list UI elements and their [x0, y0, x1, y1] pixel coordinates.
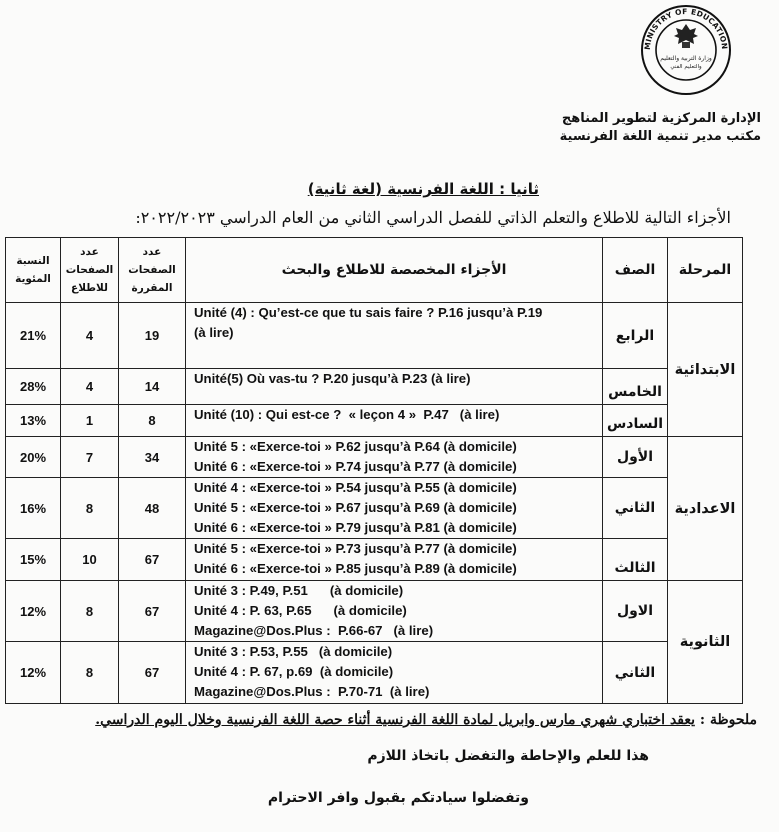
closing-line-2: وتفضلوا سيادتكم بقبول وافر الاحترام: [267, 790, 529, 806]
assigned-pages-cell: 8: [119, 405, 186, 437]
stage-cell-secondary: الثانوية: [668, 581, 743, 704]
section-title: ثانيا : اللغة الفرنسية (لغة ثانية): [307, 180, 539, 198]
parts-cell: Unité 3 : P.49, P.51 (à domicile) Unité 4 : P. 63, P.65 (à domicile) Magazine@Dos.Plus : P.66-67 (à lire): [186, 581, 603, 642]
grade-cell: الاول: [603, 581, 668, 642]
table-row: [6, 303, 743, 369]
table-row: [6, 581, 743, 642]
reading-pages-cell: 8: [61, 478, 119, 539]
note-label: ملحوظة :: [699, 712, 757, 728]
reading-pages-cell: 8: [61, 581, 119, 642]
closing-line-1: هذا للعلم والإحاطة والتفضل باتخاذ اللازم: [367, 748, 649, 764]
parts-cell: Unité 5 : «Exerce-toi » P.73 jusqu’à P.77 (à domicile) Unité 6 : «Exerce-toi » P.85 jusqu’à P.89 (à domicile): [186, 539, 603, 581]
percent-cell: 16%: [6, 478, 61, 539]
office-name: مكتب مدير تنمية اللغة الفرنسية: [559, 129, 761, 144]
header-grade: الصف: [603, 238, 668, 303]
assigned-pages-cell: 67: [119, 581, 186, 642]
percent-cell: 20%: [6, 437, 61, 478]
table-row: [6, 539, 743, 581]
assigned-pages-cell: 67: [119, 539, 186, 581]
department-name: الإدارة المركزية لتطوير المناهج: [561, 111, 761, 126]
reading-pages-cell: 7: [61, 437, 119, 478]
reading-pages-cell: 4: [61, 303, 119, 369]
assigned-pages-cell: 48: [119, 478, 186, 539]
parts-cell: Unité 5 : «Exerce-toi » P.62 jusqu’à P.64 (à domicile) Unité 6 : «Exerce-toi » P.74 jusqu’à P.77 (à domicile): [186, 437, 603, 478]
assigned-pages-cell: 34: [119, 437, 186, 478]
grade-cell: الرابع: [603, 303, 668, 369]
header-percentage: النسبة المئوية: [6, 238, 61, 303]
svg-text:والتعليم الفني: والتعليم الفني: [670, 64, 702, 70]
assigned-pages-cell: 14: [119, 369, 186, 405]
percent-cell: 13%: [6, 405, 61, 437]
parts-cell: Unité (10) : Qui est-ce ? « leçon 4 » P.47 (à lire): [186, 405, 603, 437]
reading-pages-cell: 1: [61, 405, 119, 437]
parts-cell: Unité (4) : Qu’est-ce que tu sais faire ? P.16 jusqu’à P.19 (à lire): [186, 303, 603, 369]
table-row: [6, 437, 743, 478]
grade-cell: الثاني: [603, 642, 668, 704]
parts-cell: Unité 3 : P.53, P.55 (à domicile) Unité 4 : P. 67, p.69 (à domicile) Magazine@Dos.Plus : P.70-71 (à lire): [186, 642, 603, 704]
parts-cell: Unité(5) Où vas-tu ? P.20 jusqu’à P.23 (à lire): [186, 369, 603, 405]
reading-pages-cell: 10: [61, 539, 119, 581]
header-stage: المرحلة: [668, 238, 743, 303]
note-text: يعقد اختباري شهري مارس وابريل لمادة اللغة الفرنسية أثناء حصة اللغة الفرنسية وخلال اليوم الدراسي.: [95, 712, 696, 728]
percent-cell: 12%: [6, 581, 61, 642]
table-row: [6, 405, 743, 437]
svg-text:MINISTRY OF EDUCATION: MINISTRY OF EDUCATION: [642, 6, 730, 51]
stage-cell-preparatory: الاعدادية: [668, 437, 743, 581]
parts-cell: Unité 4 : «Exerce-toi » P.54 jusqu’à P.55 (à domicile) Unité 5 : «Exerce-toi » P.67 jusqu’à P.69 (à domicile) Unité 6 : «Exerce-toi » P.79 jusqu’à P.81 (à domicile): [186, 478, 603, 539]
header-parts: الأجزاء المخصصة للاطلاع والبحث: [186, 238, 603, 303]
header-assigned-pages: عدد الصفحات المقررة: [119, 238, 186, 303]
curriculum-table: [5, 237, 743, 704]
assigned-pages-cell: 67: [119, 642, 186, 704]
grade-cell: الأول: [603, 437, 668, 478]
assigned-pages-cell: 19: [119, 303, 186, 369]
percent-cell: 12%: [6, 642, 61, 704]
table-header-row: [6, 238, 743, 303]
ministry-seal: [636, 4, 736, 96]
reading-pages-cell: 8: [61, 642, 119, 704]
grade-cell: الثاني: [603, 478, 668, 539]
header-reading-pages: عدد الصفحات للاطلاع: [61, 238, 119, 303]
percent-cell: 15%: [6, 539, 61, 581]
grade-cell: السادس: [603, 405, 668, 437]
table-row: [6, 369, 743, 405]
percent-cell: 28%: [6, 369, 61, 405]
reading-pages-cell: 4: [61, 369, 119, 405]
stage-cell-primary: الابتدائية: [668, 303, 743, 437]
percent-cell: 21%: [6, 303, 61, 369]
grade-cell: الخامس: [603, 369, 668, 405]
table-row: [6, 478, 743, 539]
table-row: [6, 642, 743, 704]
note: [95, 712, 757, 728]
seal-arabic: وزارة التربية والتعليم: [660, 55, 712, 62]
grade-cell: الثالث: [603, 539, 668, 581]
intro-text: الأجزاء التالية للاطلاع والتعلم الذاتي للفصل الدراسي الثاني من العام الدراسي ٢٠٢٢/٢٠٢٣:: [135, 208, 731, 227]
